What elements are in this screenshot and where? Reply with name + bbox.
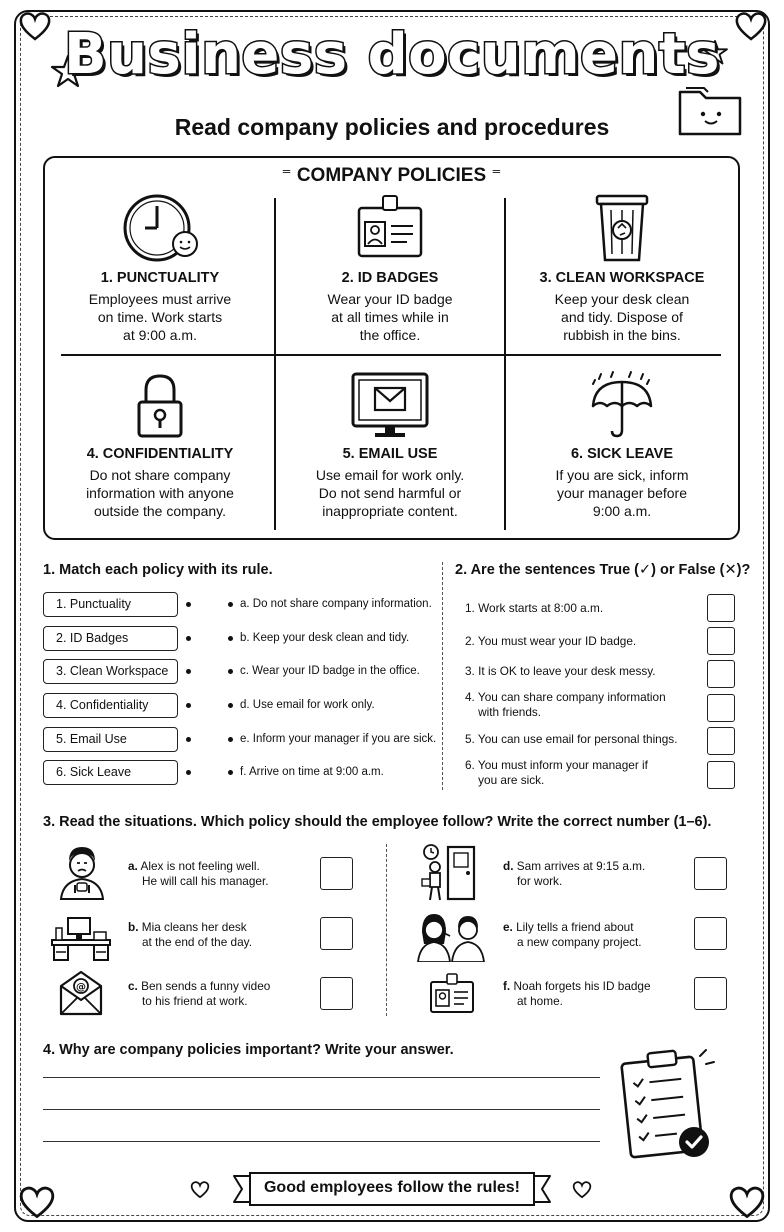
- policy-confidentiality: [45, 370, 275, 520]
- policy-id-badges: [275, 192, 505, 344]
- policy-title: 3. CLEAN WORKSPACE: [539, 270, 705, 286]
- situation-c: c. Ben sends a funny video to his friend at work.: [128, 979, 271, 1008]
- company-policies-panel: [43, 156, 740, 540]
- footer-banner: [232, 1172, 552, 1206]
- answer-line[interactable]: [43, 1109, 600, 1110]
- divider: [386, 844, 387, 1016]
- true-false-statement: 6. You must inform your manager if you are sick.: [465, 758, 648, 787]
- answer-box[interactable]: [694, 917, 727, 950]
- clock-icon: [115, 192, 205, 264]
- answer-checkbox[interactable]: [707, 594, 735, 622]
- true-false-statement: 3. It is OK to leave your desk messy.: [465, 664, 656, 678]
- email-envelope-icon: [58, 968, 104, 1018]
- policy-text: Do not share company information with anyone outside the company.: [86, 467, 234, 519]
- true-false-statement: 4. You can share company information with friends.: [465, 690, 666, 719]
- policy-text: Wear your ID badge at all times while in the office.: [327, 291, 453, 343]
- heart-icon: [572, 1180, 592, 1199]
- page-subtitle: Read company policies and procedures: [174, 114, 610, 140]
- heart-icon: [728, 1184, 766, 1220]
- match-rule: b. Keep your desk clean and tidy.: [240, 632, 410, 644]
- sick-man-icon: [55, 843, 109, 901]
- answer-checkbox[interactable]: [707, 761, 735, 789]
- answer-checkbox[interactable]: [707, 660, 735, 688]
- true-false-statement: 5. You can use email for personal things.: [465, 732, 678, 746]
- policies-heading: ⁼ COMPANY POLICIES ⁼: [281, 165, 502, 186]
- match-dot[interactable]: [228, 636, 233, 641]
- heart-icon: [18, 1184, 56, 1220]
- policy-title: 2. ID BADGES: [341, 270, 439, 286]
- true-false-statement: 1. Work starts at 8:00 a.m.: [465, 601, 604, 615]
- policy-clean-workspace: [507, 192, 737, 344]
- policy-email-use: [275, 370, 505, 520]
- answer-box[interactable]: [694, 977, 727, 1010]
- exercise-2-heading: 2. Are the sentences True (✓) or False (✕)?: [455, 562, 751, 578]
- match-rule: f. Arrive on time at 9:00 a.m.: [240, 766, 384, 778]
- answer-box[interactable]: [320, 977, 353, 1010]
- policy-text: Use email for work only. Do not send harmful or inappropriate content.: [315, 467, 465, 519]
- heart-icon: [190, 1180, 210, 1199]
- match-dot[interactable]: [228, 770, 233, 775]
- match-rule: a. Do not share company information.: [240, 598, 432, 610]
- situation-d: d. Sam arrives at 9:15 a.m. for work.: [503, 859, 646, 888]
- match-dot[interactable]: [186, 669, 191, 674]
- match-policy-box: 5. Email Use: [43, 727, 178, 752]
- svg-text:@: @: [76, 982, 86, 993]
- match-rule: e. Inform your manager if you are sick.: [240, 733, 437, 745]
- id-badge-icon: [345, 192, 435, 264]
- divider: [442, 562, 443, 790]
- late-arrival-icon: [416, 843, 480, 903]
- exercise-4-heading: 4. Why are company policies important? Write your answer.: [43, 1042, 454, 1058]
- situation-e: e. Lily tells a friend about a new company project.: [503, 920, 642, 949]
- policy-text: Employees must arrive on time. Work starts at 9:00 a.m.: [88, 291, 232, 343]
- desk-icon: [48, 912, 114, 962]
- match-dot[interactable]: [228, 602, 233, 607]
- match-dot[interactable]: [186, 770, 191, 775]
- recycle-bin-icon: [577, 192, 667, 264]
- policy-title: 6. SICK LEAVE: [570, 446, 674, 462]
- policy-sick-leave: [507, 370, 737, 520]
- answer-line[interactable]: [43, 1077, 600, 1078]
- policy-text: If you are sick, inform your manager before 9:00 a.m.: [555, 467, 689, 519]
- match-policy-box: 3. Clean Workspace: [43, 659, 178, 684]
- true-false-statement: 2. You must wear your ID badge.: [465, 634, 637, 648]
- match-dot[interactable]: [228, 669, 233, 674]
- match-policy-box: 2. ID Badges: [43, 626, 178, 651]
- exercise-1-heading: 1. Match each policy with its rule.: [43, 562, 273, 578]
- divider: [61, 354, 721, 356]
- match-dot[interactable]: [186, 703, 191, 708]
- sparkle-icon: ⁼: [281, 165, 297, 186]
- policy-title: 5. EMAIL USE: [342, 446, 438, 462]
- checklist-clipboard-icon: [618, 1046, 718, 1162]
- match-policy-box: 6. Sick Leave: [43, 760, 178, 785]
- match-policy-box: 4. Confidentiality: [43, 693, 178, 718]
- match-dot[interactable]: [228, 737, 233, 742]
- situation-f: f. Noah forgets his ID badge at home.: [503, 979, 651, 1008]
- answer-line[interactable]: [43, 1141, 600, 1142]
- sparkle-icon: ⁼: [486, 165, 502, 186]
- policy-text: Keep your desk clean and tidy. Dispose of rubbish in the bins.: [554, 291, 690, 343]
- policy-punctuality: [45, 192, 275, 344]
- match-dot[interactable]: [228, 703, 233, 708]
- id-card-icon: [428, 970, 476, 1016]
- page-title: Business documents: [63, 22, 720, 87]
- exercise-3-heading: 3. Read the situations. Which policy should the employee follow? Write the correct number (1–6).: [43, 814, 712, 830]
- answer-box[interactable]: [320, 857, 353, 890]
- answer-checkbox[interactable]: [707, 627, 735, 655]
- answer-box[interactable]: [694, 857, 727, 890]
- answer-box[interactable]: [320, 917, 353, 950]
- umbrella-icon: [577, 370, 667, 440]
- answer-checkbox[interactable]: [707, 694, 735, 722]
- match-dot[interactable]: [186, 602, 191, 607]
- situation-a: a. Alex is not feeling well. He will call his manager.: [128, 859, 269, 888]
- policy-title: 4. CONFIDENTIALITY: [86, 446, 234, 462]
- whisper-icon: [414, 910, 488, 962]
- policy-title: 1. PUNCTUALITY: [100, 270, 220, 286]
- answer-checkbox[interactable]: [707, 727, 735, 755]
- footer-banner-text: Good employees follow the rules!: [263, 1179, 521, 1196]
- match-dot[interactable]: [186, 636, 191, 641]
- padlock-icon: [115, 370, 205, 440]
- match-policy-box: 1. Punctuality: [43, 592, 178, 617]
- match-rule: d. Use email for work only.: [240, 699, 375, 711]
- situation-b: b. Mia cleans her desk at the end of the day.: [128, 920, 252, 949]
- computer-email-icon: [345, 370, 435, 440]
- match-dot[interactable]: [186, 737, 191, 742]
- match-rule: c. Wear your ID badge in the office.: [240, 665, 420, 677]
